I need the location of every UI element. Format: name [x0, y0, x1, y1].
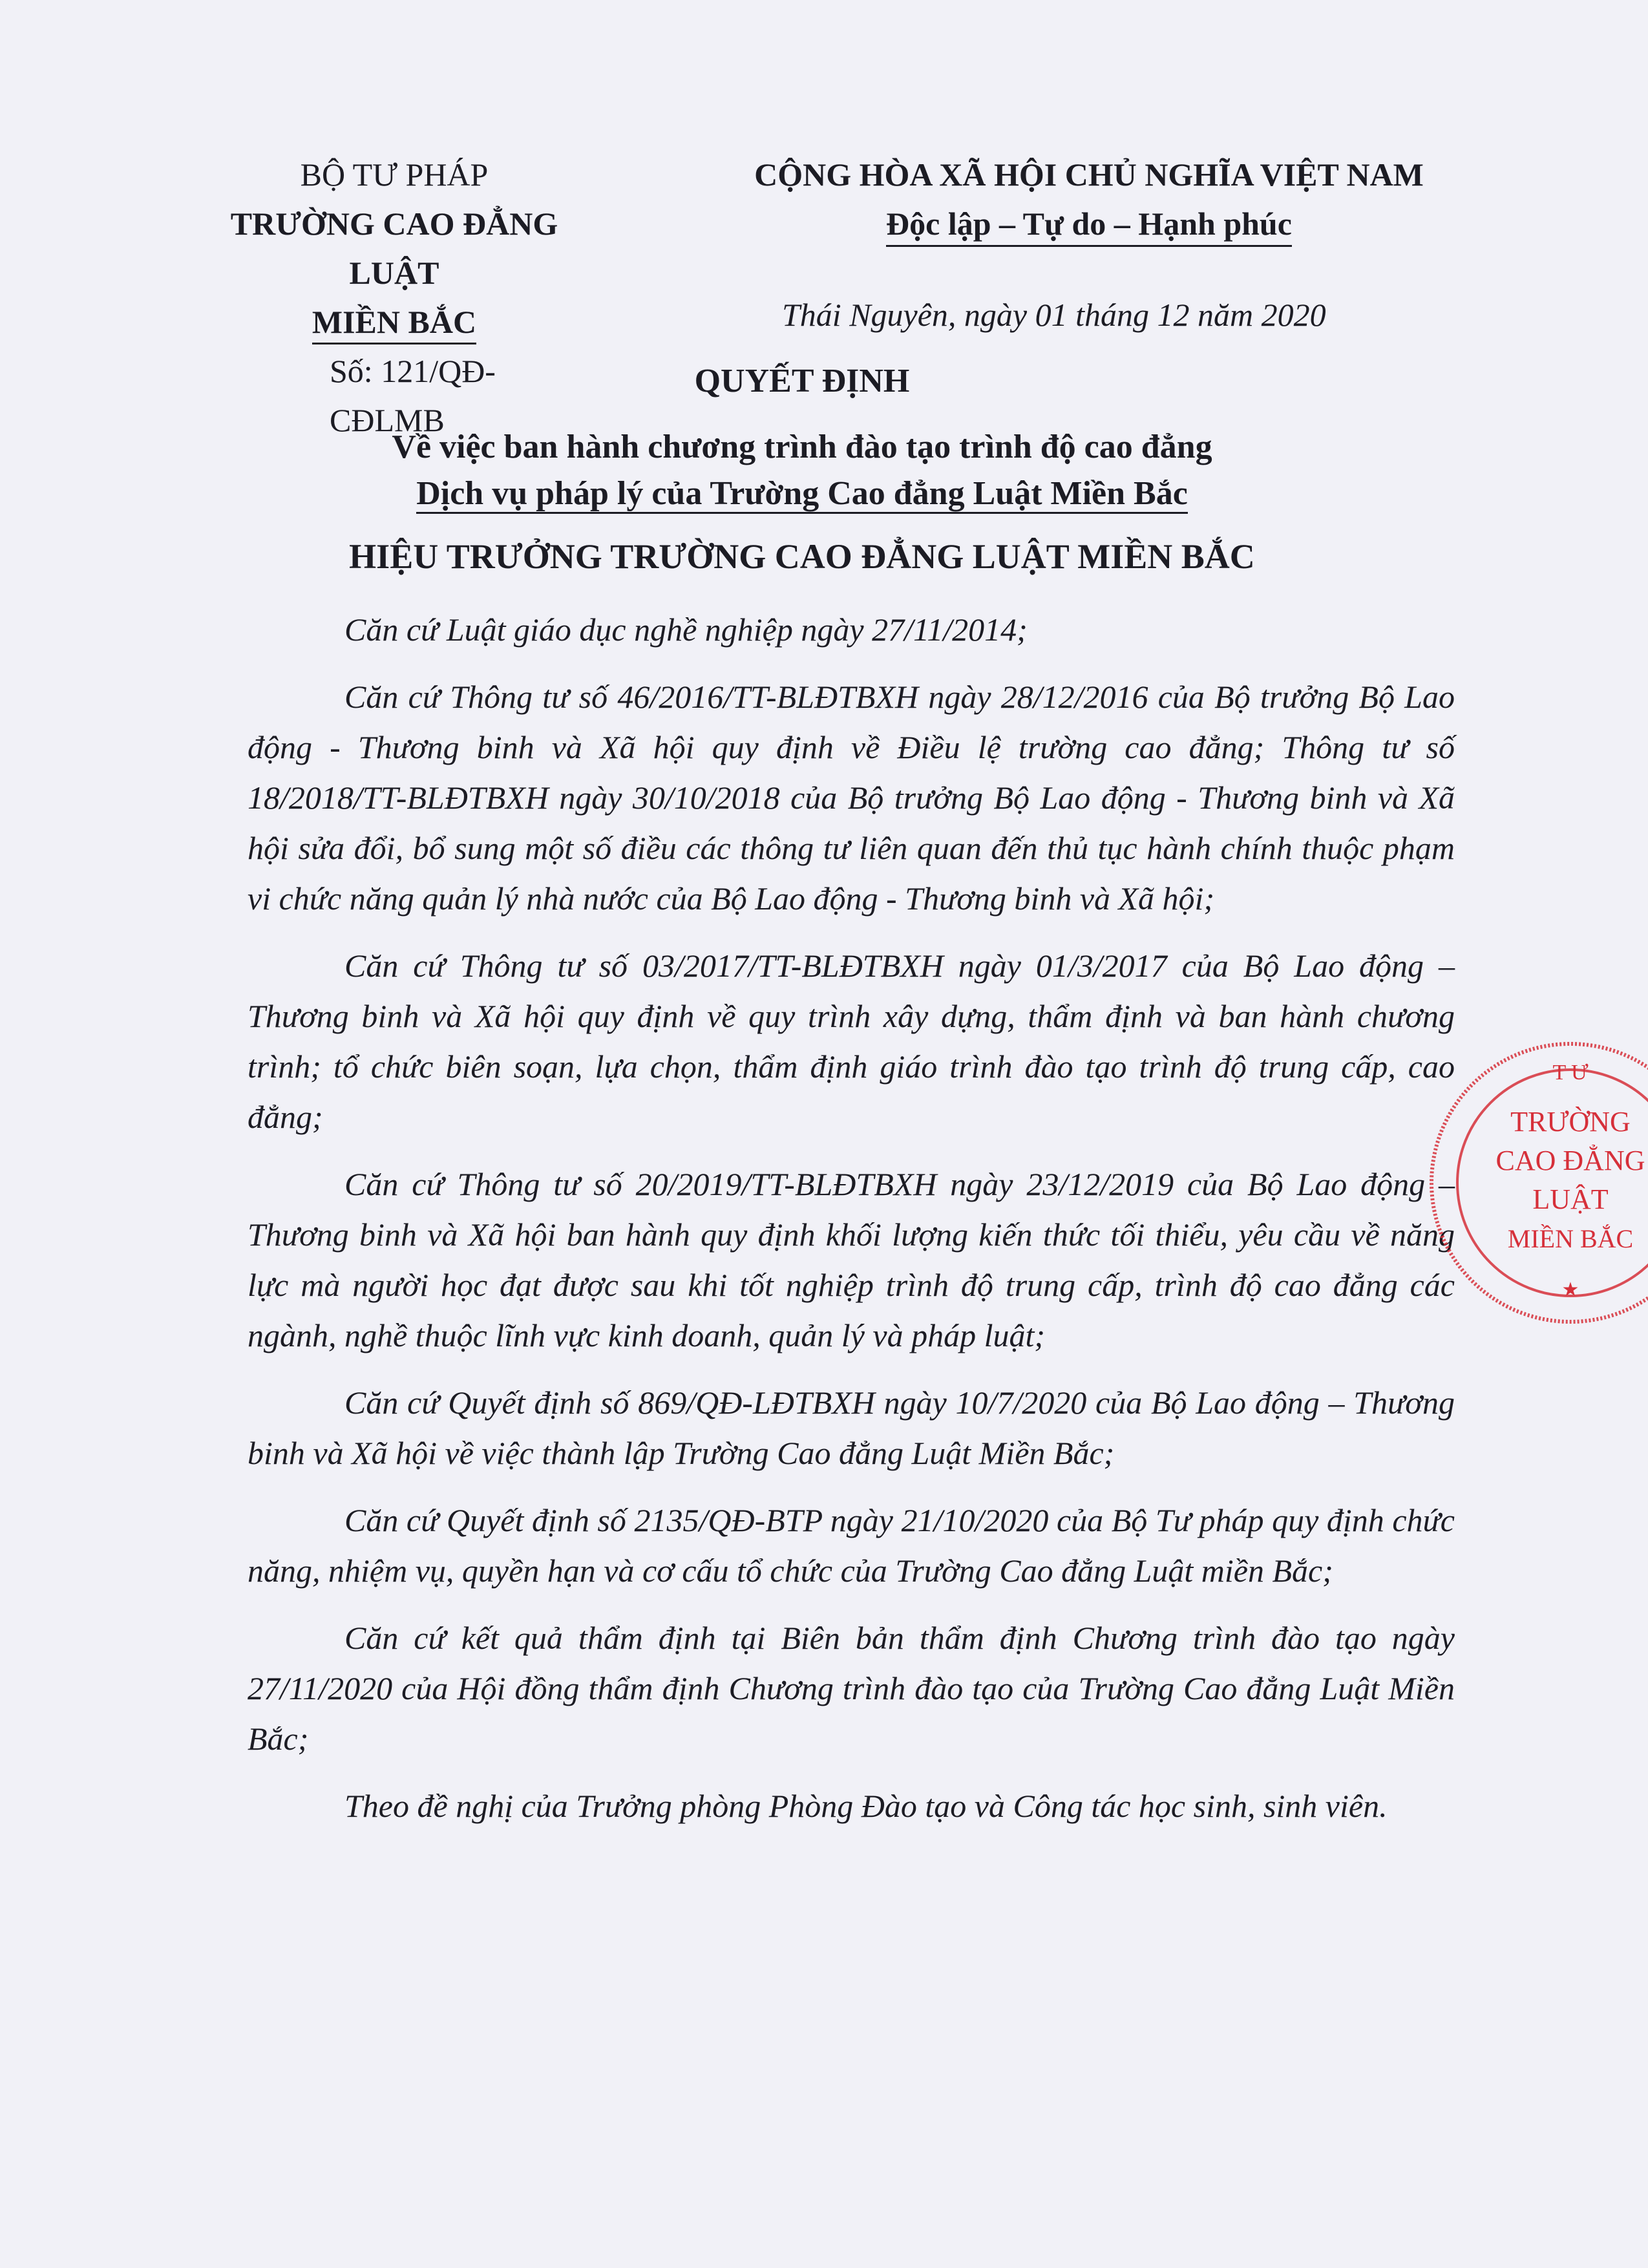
star-icon: ★: [1561, 1278, 1579, 1301]
ministry-name: BỘ TƯ PHÁP: [300, 156, 489, 193]
stamp-line: CAO ĐẲNG: [1495, 1145, 1645, 1176]
nation-name: CỘNG HÒA XÃ HỘI CHỦ NGHĨA VIỆT NAM: [754, 156, 1424, 193]
official-seal-stamp: [1415, 1041, 1648, 1325]
paragraph: Theo đề nghị của Trưởng phòng Phòng Đào tạo và Công tác học sinh, sinh viên.: [344, 1788, 1388, 1824]
subject-line2-text: Dịch vụ pháp lý của Trường Cao đẳng Luật Miền Bắc: [416, 475, 1188, 514]
paragraph: Căn cứ Thông tư số 03/2017/TT-BLĐTBXH ngày 01/3/2017 của Bộ Lao động – Thương binh và Xã hội quy định về quy trình xây dựng, thẩm định và ban hành chương trình; tổ chức biên soạn, lựa chọn, thẩm định giáo trình đào tạo trình độ trung cấp, cao đẳng;: [248, 948, 1455, 1135]
paragraph: Căn cứ Luật giáo dục nghề nghiệp ngày 27/11/2014;: [344, 611, 1028, 648]
place-date: Thái Nguyên, ngày 01 tháng 12 năm 2020: [782, 297, 1326, 333]
school-name-line1: TRƯỜNG CAO ĐẲNG LUẬT: [230, 206, 558, 291]
school-name-line2: MIỀN BẮC: [312, 301, 476, 344]
legal-basis-body: [248, 604, 1455, 1848]
stamp-top-text: T Ư: [1552, 1061, 1589, 1085]
national-motto: Độc lập – Tự do – Hạnh phúc: [886, 202, 1292, 247]
authority-title: HIỆU TRƯỞNG TRƯỜNG CAO ĐẲNG LUẬT MIỀN BẮC: [349, 537, 1255, 576]
paragraph: Căn cứ kết quả thẩm định tại Biên bản thẩm định Chương trình đào tạo ngày 27/11/2020 của Hội đồng thẩm định Chương trình đào tạo của Trường Cao đẳng Luật Miền Bắc;: [248, 1620, 1455, 1757]
paragraph: Căn cứ Quyết định số 2135/QĐ-BTP ngày 21/10/2020 của Bộ Tư pháp quy định chức năng, nhiệm vụ, quyền hạn và cơ cấu tổ chức của Trường Cao đẳng Luật miền Bắc;: [248, 1502, 1455, 1589]
issuing-authority-block: [213, 150, 575, 445]
paragraph: Căn cứ Thông tư số 20/2019/TT-BLĐTBXH ngày 23/12/2019 của Bộ Lao động – Thương binh và Xã hội ban hành quy định khối lượng kiến thức tối thiểu, yêu cầu về năng lực mà người học đạt được sau khi tốt nghiệp trình độ trung cấp, trình độ cao đẳng các ngành, nghề thuộc lĩnh vực kinh doanh, quản lý và pháp luật;: [248, 1166, 1455, 1353]
subject-line1: Về việc ban hành chương trình đào tạo trình độ cao đẳng: [392, 429, 1212, 465]
paragraph: Căn cứ Quyết định số 869/QĐ-LĐTBXH ngày 10/7/2020 của Bộ Lao động – Thương binh và Xã hội về việc thành lập Trường Cao đẳng Luật Miền Bắc;: [248, 1384, 1455, 1471]
stamp-line: TRƯỜNG: [1510, 1106, 1631, 1138]
stamp-line: MIỀN BẮC: [1507, 1224, 1634, 1253]
national-header-block: [717, 150, 1461, 248]
document-type-title: QUYẾT ĐỊNH: [694, 363, 910, 399]
document-number: Số: 121/QĐ-CĐLMB: [330, 353, 496, 438]
subject-line2: [0, 474, 1604, 513]
paragraph: Căn cứ Thông tư số 46/2016/TT-BLĐTBXH ngày 28/12/2016 của Bộ trưởng Bộ Lao động - Thương binh và Xã hội quy định về Điều lệ trường cao đẳng; Thông tư số 18/2018/TT-BLĐTBXH ngày 30/10/2018 của Bộ trưởng Bộ Lao động - Thương binh và Xã hội sửa đổi, bổ sung một số điều các thông tư liên quan đến thủ tục hành chính thuộc phạm vi chức năng quản lý nhà nước của Bộ Lao động - Thương binh và Xã hội;: [248, 679, 1455, 917]
stamp-line: LUẬT: [1532, 1183, 1609, 1215]
